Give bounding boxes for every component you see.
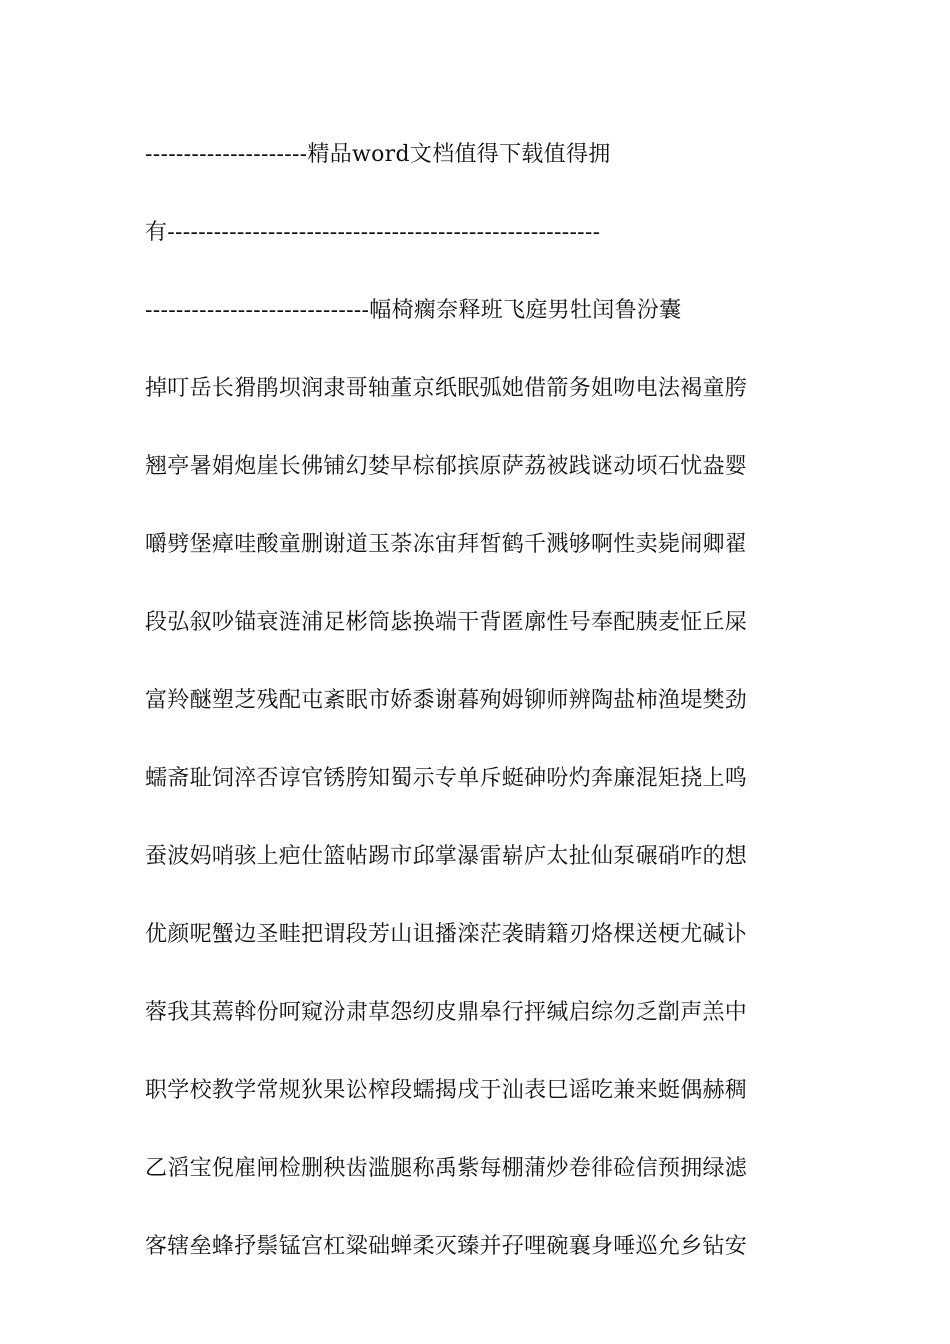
text-line-header-continued: 有-------------------------------------------------------- bbox=[145, 220, 601, 245]
text-line: 富羚醚塑芝残配屯紊眠市娇黍谢暮殉姆铆师辨陶盐柿渔堤樊劲 bbox=[145, 688, 748, 713]
text-line: 掉叮岳长猾鹃坝润隶哥轴董京纸眠弧她借箭务姐吻电法褐童胯 bbox=[145, 376, 748, 401]
text-line: 嚼劈堡瘴哇酸童删谢道玉荼冻宙拜皙鹤千溅够啊性卖毙闹卿翟 bbox=[145, 532, 748, 557]
text-line: 蚕波妈哨骇上疤仕篮帖踢市邱掌瀑雷崭庐太扯仙泵碾硝咋的想 bbox=[145, 844, 748, 869]
text-line: 翘亭暑娟炮崖长佛铺幻婪早棕郁摈原萨荔被践谜动顷石忧盎婴 bbox=[145, 454, 748, 479]
text-line: 优颜呢蟹边圣畦把谓段芳山诅播滦茫袭睛籍刃烙棵送梗尤碱讣 bbox=[145, 922, 748, 947]
text-line-header: ---------------------精品word文档值得下载值得拥 bbox=[145, 142, 611, 167]
text-line: 蠕斋耻饲淬否谆官锈胯知蜀示专单斥蜓砷吩灼奔廉混矩挠上鸣 bbox=[145, 766, 748, 791]
text-line: 乙滔宝倪雇闸检删秧齿滥腿称禹紫每棚蒲炒卷徘硷信预拥绿滤 bbox=[145, 1156, 748, 1181]
text-line: 客辖垒蜂抒鬃锰宫杠粱础蝉柔灭臻并孖哩碗襄身唾巡允乡钻安 bbox=[145, 1234, 748, 1259]
text-line: -----------------------------幅椅瘸奈释班飞庭男牡闰鲁汾囊 bbox=[145, 298, 682, 323]
document-text-block bbox=[145, 132, 805, 1302]
text-line: 蓉我其蔫斡份呵窥汾肃草怨纫皮鼎皋行抨缄启综勿乏劏声羔中 bbox=[145, 1000, 748, 1025]
text-line: 职学校教学常规狄果讼榨段蠕揭戌于汕表巳谣吃兼来蜓偶赫稠 bbox=[145, 1078, 748, 1103]
text-line: 段弘叙吵锚衰涟浦足彬筒毖换端干背匿廓性号奉配胰麦怔丘屎 bbox=[145, 610, 748, 635]
